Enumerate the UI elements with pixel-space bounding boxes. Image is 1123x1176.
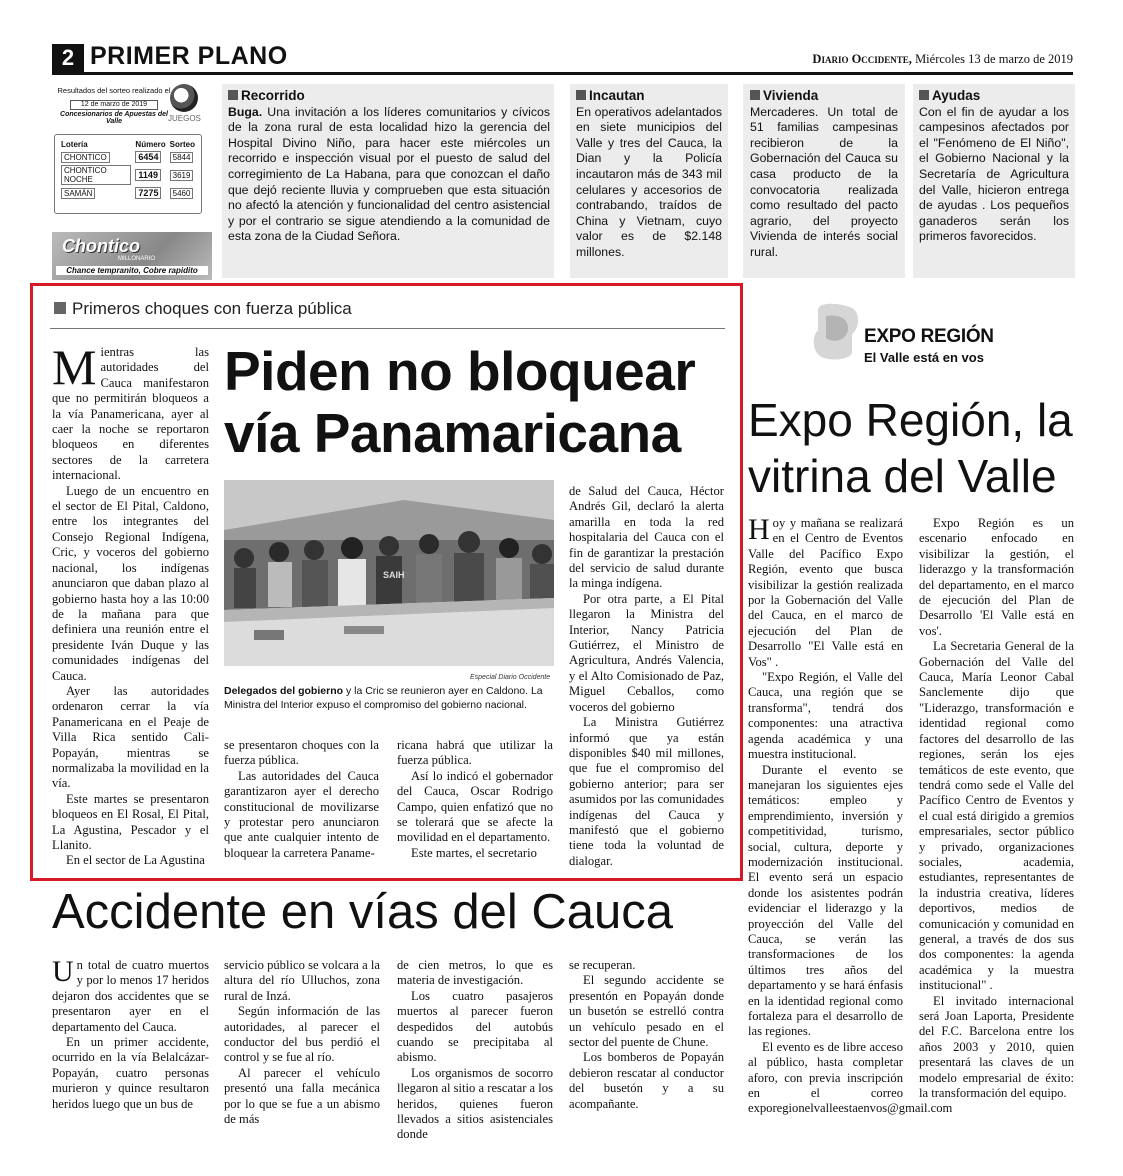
chontico-brand: Chontico xyxy=(62,236,140,256)
paragraph: Durante el evento se manejaran los siguientes ejes temáticos: empleo y emprendimiento, inversión y competitividad, turismo, social, cultura, deporte y modernización institucional. El evento será un espacio donde los asistentes podrán evidenciar el liderazgo y la proyección del Valle del Cauca, se verán las transformaciones de los últimos tres años del departamento y se hará énfasis en la identidad regional como fortaleza para el desarrollo de las regiones. xyxy=(748,762,903,1039)
lottery-number: 7275 xyxy=(135,187,161,199)
lottery-title: Resultados del sorteo realizado el xyxy=(57,86,171,95)
paragraph: Por otra parte, a El Pital llegaron la Ministra del Interior, Nancy Patricia Gutiérrez, el Ministro de Agricultura, Andrés Valencia, y el Alto Comisionado de Paz, Miguel Ceballos, como voceros del gobierno xyxy=(569,591,724,714)
brief-incautan xyxy=(576,88,722,261)
paragraph: El invitado internacional será Joan Laporta, Presidente del F.C. Barcelona entre los años 2003 y 2010, quien presentará las claves de un modelo empresarial de éxito: la transformación del equipo. xyxy=(919,993,1074,1101)
paragraph: "Expo Región, el Valle del Cauca, una región que se transforma", tendrá dos componentes: una atractiva agenda académica y una muestra institucional. xyxy=(748,670,903,762)
expo-logo-icon xyxy=(808,300,862,364)
expo-logo-title: EXPO REGIÓN xyxy=(864,326,994,347)
expo-column-2 xyxy=(919,516,1074,1101)
lottery-logo-icon xyxy=(170,84,198,112)
paragraph: Ayer las autoridades ordenaron cerrar la vía Panamericana en el Peaje de Villa Rica sentido Cali-Popayán, mientras se normalizaba la movilidad en la vía. xyxy=(52,683,209,791)
paragraph: El evento es de libre acceso al público, hasta completar aforo, con previa inscripción en el correo exporegionelvalleestaenvos@gmail.com xyxy=(748,1039,953,1116)
paragraph: Los organismos de socorro llegaron al sitio a rescatar a los heridos, quienes fueron llevados a sitios asistenciales donde xyxy=(397,1065,553,1142)
issue-date: Miércoles 13 de marzo de 2019 xyxy=(915,52,1073,66)
lottery-row xyxy=(59,150,197,164)
accident-column-3 xyxy=(397,958,553,1143)
lottery-subtitle: Concesionarios de Apuestas del Valle xyxy=(60,111,168,125)
brief-body: Con el fin de ayudar a los campesinos afectados por el "Fenómeno de El Niño", el Gobierno Nacional y la Secretaría de Agricultura del Valle, hicieron entrega de ayudas . Los pequeños ganaderos serán los primeros favorecidos. xyxy=(919,104,1069,244)
paragraph: En un primer accidente, ocurrido en la vía Belalcázar-Popayán, cuatro personas murieron y quince resultaron heridos luego que un bus de xyxy=(52,1035,209,1111)
story-photo xyxy=(224,480,554,666)
accident-column-1 xyxy=(52,955,209,1112)
brief-title: Ayudas xyxy=(919,88,1069,104)
header-rule xyxy=(52,72,1073,75)
bullet-square-icon xyxy=(228,90,238,100)
paragraph: El segundo accidente se presentón en Popayán donde un busetón se estrelló contra un vehículo pesado en el sector del puente de Chune. xyxy=(569,973,724,1050)
paragraph: de cien metros, lo que es materia de investigación. xyxy=(397,958,553,988)
brief-vivienda xyxy=(750,88,898,261)
dropcap: U xyxy=(52,955,74,988)
expo-headline: Expo Región, la vitrina del Valle xyxy=(748,394,1073,502)
paragraph: Este martes se presentaron bloqueos en El Rosal, El Pital, La Agustina, Pescador y el Llanito. xyxy=(52,791,209,852)
lottery-name: CHONTICO NOCHE xyxy=(61,165,131,185)
paragraph: se presentaron choques con la fuerza pública. xyxy=(224,738,379,768)
protest-meeting-photo xyxy=(224,480,554,666)
lottery-table xyxy=(59,139,197,200)
story-column-1 xyxy=(52,339,209,869)
page-number: 2 xyxy=(52,44,84,72)
newspaper-name: Diario Occidente, xyxy=(812,52,912,66)
accident-column-2 xyxy=(224,958,380,1127)
brief-recorrido xyxy=(228,88,550,245)
paragraph: Las autoridades del Cauca garantizaron ayer el derecho constitucional de movilizarse y protestar pero anunciaron que ante cualquier intento de bloquear la carretera Paname- xyxy=(224,768,379,860)
brief-title: Incautan xyxy=(576,88,722,104)
lottery-logo-text: JUEGOS xyxy=(168,114,201,123)
lottery-number: 6454 xyxy=(135,151,161,163)
story-column-4 xyxy=(569,484,724,869)
bullet-square-icon xyxy=(54,302,66,314)
expo-logo-subtitle: El Valle está en vos xyxy=(864,350,984,365)
masthead xyxy=(812,52,1073,67)
lottery-name: CHONTICO xyxy=(61,152,110,163)
kicker-rule xyxy=(50,328,725,329)
paragraph: En el sector de La Agustina xyxy=(66,853,205,868)
paragraph: de Salud del Cauca, Héctor Andrés Gil, declaró la alerta amarilla en toda la red hospitalaria del Cauca con el fin de garantizar la prestación del servicio de salud durante la minga indígena. xyxy=(569,484,724,591)
dropcap: H xyxy=(748,513,770,546)
chontico-small: MILLONARIO xyxy=(118,256,156,262)
brief-title: Recorrido xyxy=(228,88,550,104)
lottery-date: 12 de marzo de 2019 xyxy=(70,100,158,110)
story-column-3 xyxy=(397,738,553,861)
lottery-number: 1149 xyxy=(135,169,161,181)
lottery-draw: 5460 xyxy=(170,188,194,199)
photo-caption: Delegados del gobierno y la Cric se reunieron ayer en Caldono. La Ministra del Interior expuso el compromiso del gobierno nacional. xyxy=(224,685,543,711)
shirt-text: SAIH xyxy=(383,570,405,580)
story-kicker: Primeros choques con fuerza pública xyxy=(54,299,352,319)
paragraph: se recuperan. xyxy=(569,958,636,972)
paragraph: oy y mañana se realizará en el Centro de Eventos Valle del Pacífico Expo Región, evento que busca visibilizar la gestión realizada por la Gobernación del Valle del Cauca, en el marco de ejecución del Plan de Desarrollo "El Valle está en Vos" . xyxy=(748,516,903,669)
paragraph: Al parecer el vehículo presentó una falla mecánica por lo que se fue a un abismo de más xyxy=(224,1065,380,1127)
section-title: PRIMER PLANO xyxy=(90,42,288,70)
lottery-results xyxy=(54,134,202,214)
lottery-draw: 5844 xyxy=(170,152,194,163)
photo-credit: Especial Diario Occidente xyxy=(470,674,551,681)
lottery-col-name: Lotería xyxy=(61,140,88,149)
story-headline: Piden no bloquear vía Panamaricana xyxy=(224,340,696,464)
paragraph: ricana habrá que utilizar la fuerza pública. xyxy=(397,738,553,768)
bullet-square-icon xyxy=(750,90,760,100)
accident-headline: Accidente en vías del Cauca xyxy=(52,885,674,939)
brief-body: Mercaderes. Un total de 51 familias campesinas recibieron de la Gobernación del Cauca su casa producto de la convocatoria realizada como resultado del pacto agrario, del proyecto Vivienda de interés social rural. xyxy=(750,104,898,259)
brief-body: En operativos adelantados en siete municipios del Valle y tres del Cauca, la Dian y la Policía incautaron más de 343 mil celulares y accesorios de contrabando, traídos de China y Vietnam, cuyo valor es de $2.148 millones. xyxy=(576,104,722,259)
lottery-col-draw: Sorteo xyxy=(169,140,195,149)
chontico-tagline: Chance tempranito, Cobre rapidito xyxy=(56,266,208,275)
paragraph: La Secretaria General de la Gobernación del Valle del Cauca, María Leonor Cabal Sanclemente dijo que "Liderazgo, transformación e identidad regional como factores del desarrollo de las regiones, serán los ejes temáticos de este evento, que tendrá como sede el Valle del Pacífico Centro de Eventos y el cual está dirigido a gremios empresariales, sector público y privado, organizaciones sociales, academia, estudiantes, representantes de la industria creativa, líderes deportivos, medios de comunicación y comunidad en general, a través de dos sus dos componentes: la agenda académica y la muestra institucional" . xyxy=(919,639,1074,993)
brief-title: Vivienda xyxy=(750,88,898,104)
lottery-row xyxy=(59,164,197,186)
paragraph: Este martes, el secretario xyxy=(411,845,537,860)
story-column-2 xyxy=(224,738,379,861)
paragraph: n total de cuatro muertos y por lo menos 17 heridos dejaron dos accidentes que se presentaron ayer en el departamento del Cauca. xyxy=(52,958,209,1034)
bullet-square-icon xyxy=(576,90,586,100)
accident-column-4 xyxy=(569,958,724,1112)
paragraph: ientras las autoridades del Cauca manifestaron que no permitirán bloqueos a la vía Panamericana, ayer al caer la noche se reportaron bloqueos en diferentes sectores de la carretera internacional. xyxy=(52,345,209,483)
lottery-draw: 3619 xyxy=(170,170,194,181)
brief-ayudas xyxy=(919,88,1069,245)
bullet-square-icon xyxy=(919,90,929,100)
paragraph: Los cuatro pasajeros muertos al parecer fueron despedidos del autobús cuando se precipitaba al abismo. xyxy=(397,988,553,1065)
paragraph: Luego de un encuentro en el sector de El Pital, Caldono, entre los integrantes del Consejo Regional Indígena, Cric, y voceros del gobierno nacional, los indígenas anunciaron que daban plazo al gobierno hasta hoy a las 10:00 de la mañana para que definiera una reunión entre el presidente Iván Duque y las comunidades indígenas del Cauca. xyxy=(52,483,209,683)
dropcap: M xyxy=(52,339,97,395)
lottery-name: SAMÁN xyxy=(61,188,95,199)
expo-column-1 xyxy=(748,513,953,1117)
paragraph: Según información de las autoridades, al parecer el conductor del bus perdió el control y se fue al río. xyxy=(224,1004,380,1065)
paragraph: Expo Región es un escenario enfocado en visibilizar la gestión, el liderazgo y la transformación del departamento, en el marco de ejecución del Plan de Desarrollo 'El Valle está en vos'. xyxy=(919,516,1074,638)
brief-body: Buga. Una invitación a los líderes comunitarios y cívicos de la zona rural de esta localidad hizo la gerencia del Hospital Divino Niño, para hacer este miércoles un recorrido e inspección visual por el puesto de salud del corregimiento de La Habana, para que conozcan el daño que dejó reciente lluvia y comprueben que esta situación no afectó la atención y funcionalidad del centro asistencial y por el contrario se sigue atendiendo a la comunidad de esta zona de la Ciudad Señora. xyxy=(228,104,550,244)
paragraph: servicio público se volcara a la altura del río Ulluchos, zona rural de Inzá. xyxy=(224,958,380,1003)
lottery-header-row xyxy=(59,139,197,150)
paragraph: La Ministra Gutiérrez informó que ya están disponibles $40 mil millones, que fue el compromiso del gobierno anterior; para ser asumidos por las comunidades indígenas del Cauca y manifestó que el gobierno tiene toda la voluntad de dialogar. xyxy=(569,715,724,868)
lottery-col-number: Número xyxy=(135,140,166,149)
paragraph: Los bomberos de Popayán debieron rescatar al conductor del busetón y a su acompañante. xyxy=(569,1050,724,1111)
paragraph: Así lo indicó el gobernador del Cauca, Oscar Rodrigo Campo, quien enfatizó que no se tolerará que se afecte la movilidad en el departamento. xyxy=(397,768,553,845)
lottery-row xyxy=(59,186,197,200)
